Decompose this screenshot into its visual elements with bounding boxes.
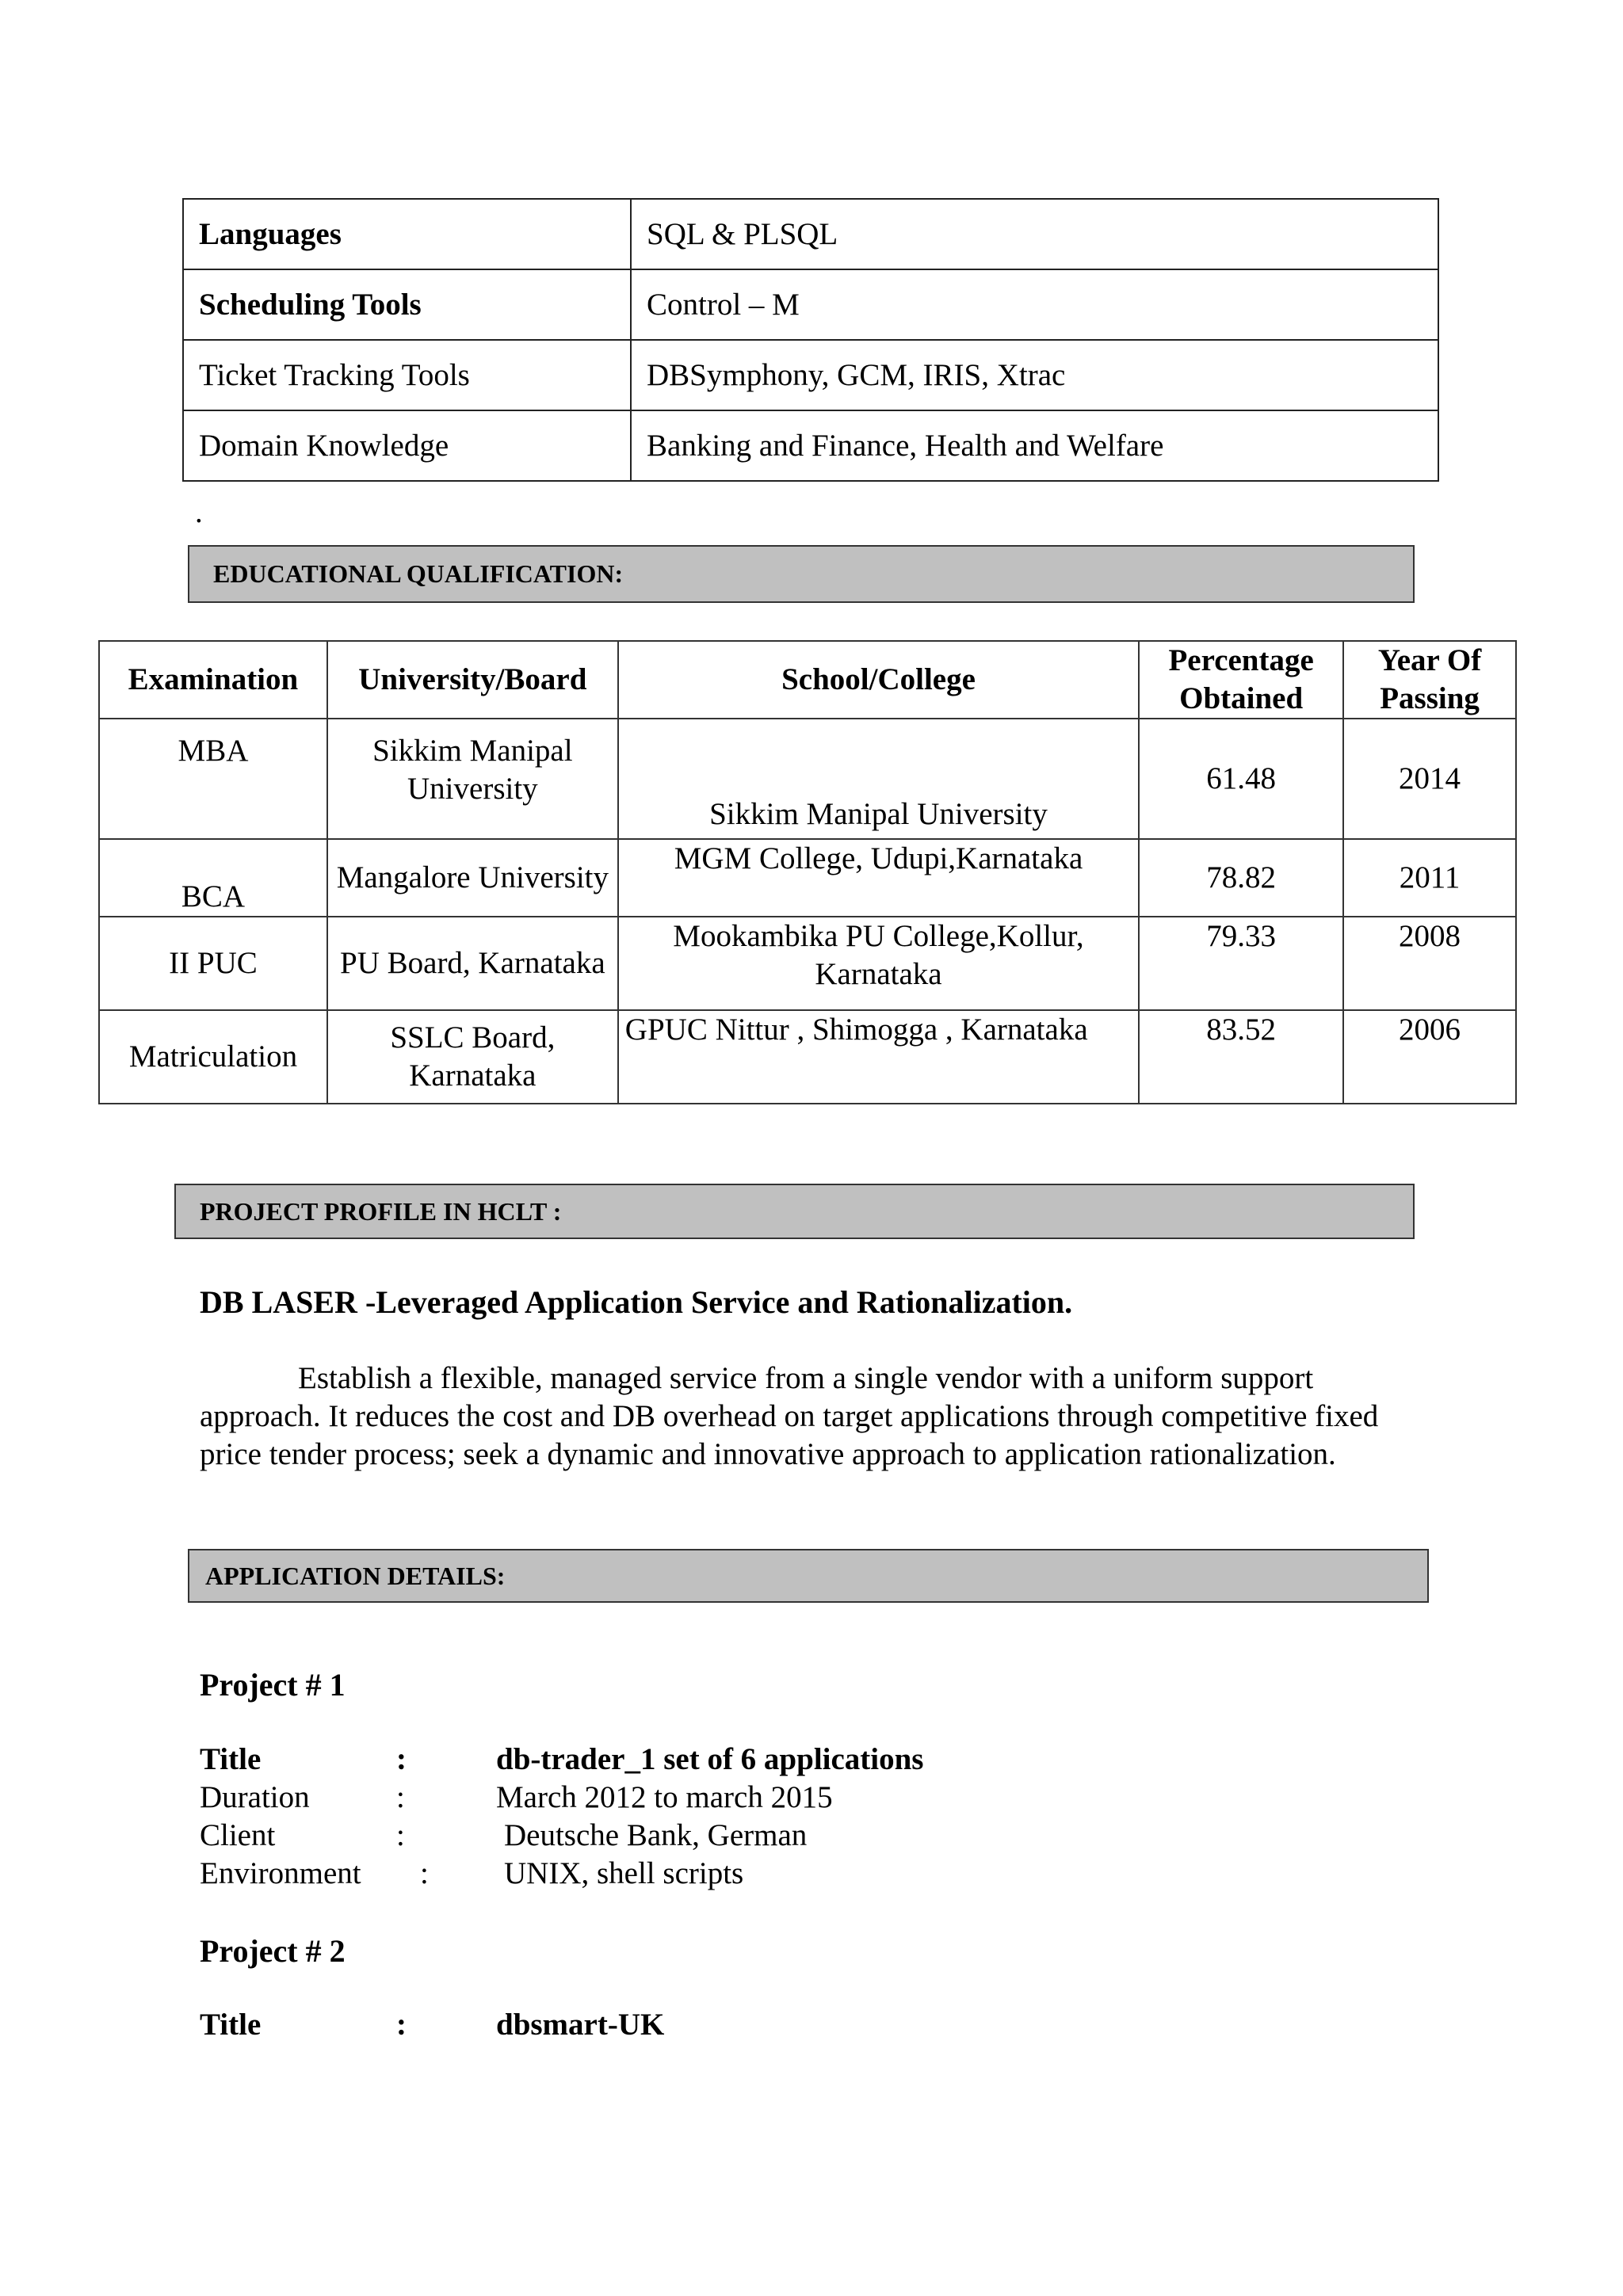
client-label: Client [200, 1818, 276, 1852]
title-label: Title [200, 1742, 262, 1776]
skill-label: Ticket Tracking Tools [183, 340, 631, 410]
title-label: Title [200, 2008, 262, 2042]
title-value: dbsmart-UK [496, 2008, 665, 2042]
percentage-cell: 79.33 [1139, 917, 1343, 1010]
table-row [99, 1010, 1516, 1104]
header-university: University/Board [327, 641, 618, 719]
school-cell: MGM College, Udupi,Karnataka [618, 839, 1139, 917]
percentage-cell: 61.48 [1139, 719, 1343, 839]
skills-row [183, 269, 1438, 340]
exam-cell: MBA [99, 719, 327, 839]
project-1-duration-row [200, 1779, 1309, 1817]
skills-table [182, 198, 1439, 482]
skill-value: DBSymphony, GCM, IRIS, Xtrac [631, 340, 1438, 410]
skill-value: Control – M [631, 269, 1438, 340]
board-cell: SSLC Board, Karnataka [327, 1010, 618, 1104]
skill-label: Languages [183, 199, 631, 269]
board-cell: PU Board, Karnataka [327, 917, 618, 1010]
skills-row [183, 199, 1438, 269]
client-value: Deutsche Bank, German [504, 1818, 808, 1852]
school-cell: GPUC Nittur , Shimogga , Karnataka [618, 1010, 1139, 1104]
project-1-client-row [200, 1817, 1309, 1855]
title-value: db-trader_1 set of 6 applications [496, 1742, 924, 1776]
year-cell: 2011 [1343, 839, 1516, 917]
project-2-heading: Project # 2 [200, 1933, 346, 1969]
project-title: DB LASER -Leveraged Application Service and Rationalization. [200, 1284, 1073, 1320]
table-row [99, 917, 1516, 1010]
skills-row [183, 340, 1438, 410]
skill-label: Scheduling Tools [183, 269, 631, 340]
education-heading: EDUCATIONAL QUALIFICATION: [188, 545, 1415, 603]
project-description: Establish a flexible, managed service from a single vendor with a uniform support approach. It reduces the cost and DB overhead on target applications through competitive fixed price tender process; seek a dynamic and innovative approach to application rationalization. [200, 1361, 1379, 1471]
separator: : [396, 2008, 407, 2042]
environment-value: UNIX, shell scripts [504, 1856, 744, 1890]
separator: : [396, 1742, 407, 1776]
exam-cell: Matriculation [99, 1010, 327, 1104]
education-header-row [99, 641, 1516, 719]
exam-cell: II PUC [99, 917, 327, 1010]
header-examination: Examination [99, 641, 327, 719]
application-details-heading: APPLICATION DETAILS: [188, 1549, 1429, 1603]
exam-cell: BCA [99, 839, 327, 917]
percentage-cell: 83.52 [1139, 1010, 1343, 1104]
project-1-environment-row [200, 1855, 1309, 1894]
year-cell: 2008 [1343, 917, 1516, 1010]
project-2-title-row [200, 2007, 1309, 2045]
table-row [99, 719, 1516, 839]
duration-value: March 2012 to march 2015 [496, 1780, 833, 1814]
environment-label: Environment [200, 1856, 361, 1890]
project-1-title-row [200, 1741, 1309, 1779]
school-cell: Sikkim Manipal University [618, 719, 1139, 839]
skills-row [183, 410, 1438, 481]
header-percentage: Percentage Obtained [1139, 641, 1343, 719]
header-school: School/College [618, 641, 1139, 719]
header-year: Year Of Passing [1343, 641, 1516, 719]
project-1-heading: Project # 1 [200, 1667, 346, 1703]
school-cell: Mookambika PU College,Kollur, Karnataka [618, 917, 1139, 1010]
year-cell: 2006 [1343, 1010, 1516, 1104]
education-table [98, 640, 1517, 1104]
separator: : [396, 1818, 405, 1852]
skill-label: Domain Knowledge [183, 410, 631, 481]
separator: : [396, 1780, 405, 1814]
board-cell: Mangalore University [327, 839, 618, 917]
project-profile-heading: PROJECT PROFILE IN HCLT : [174, 1184, 1415, 1239]
year-cell: 2014 [1343, 719, 1516, 839]
skill-value: Banking and Finance, Health and Welfare [631, 410, 1438, 481]
skill-value: SQL & PLSQL [631, 199, 1438, 269]
separator: : [420, 1856, 429, 1890]
table-row [99, 839, 1516, 917]
percentage-cell: 78.82 [1139, 839, 1343, 917]
stray-dot: . [195, 495, 203, 529]
board-cell: Sikkim Manipal University [327, 719, 618, 839]
duration-label: Duration [200, 1780, 310, 1814]
